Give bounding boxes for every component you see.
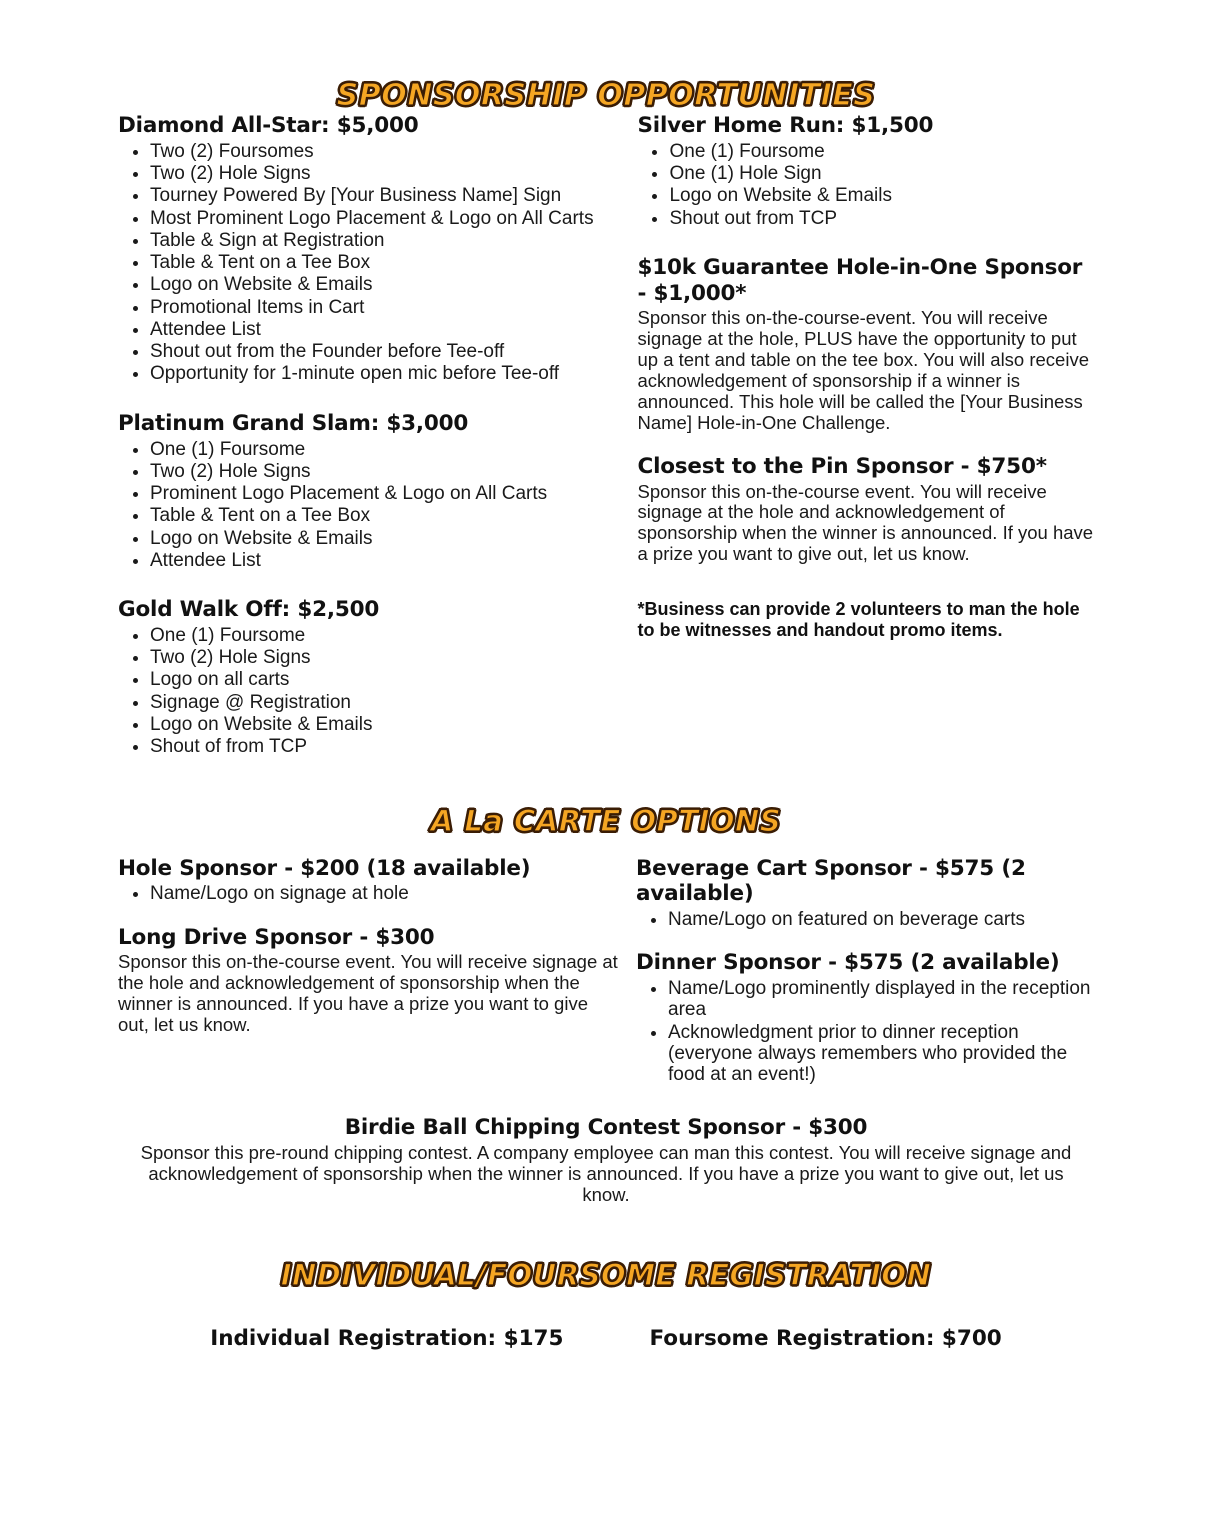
list-item: • Logo on Website & Emails — [150, 274, 617, 295]
tier-hole-in-one — [637, 255, 1097, 434]
sponsorship-right-column — [617, 113, 1097, 762]
sponsorship-left-column — [118, 113, 617, 762]
list-item: • Logo on Website & Emails — [150, 528, 617, 549]
list-item: • One (1) Foursome — [669, 141, 1097, 162]
list-item: • One (1) Foursome — [150, 439, 617, 460]
list-item: • Name/Logo prominently displayed in the reception area — [668, 978, 1102, 1021]
list-item: • Two (2) Foursomes — [150, 141, 617, 162]
spacer — [637, 438, 1097, 454]
tier-benefit-list — [118, 439, 617, 572]
tier-title: Platinum Grand Slam: $3,000 — [118, 410, 469, 436]
list-item: • Table & Tent on a Tee Box — [150, 252, 617, 273]
tier-platinum — [118, 411, 617, 571]
list-item: • Most Prominent Logo Placement & Logo on All Carts — [150, 208, 617, 229]
tier-benefit-list — [118, 141, 617, 385]
tier-diamond — [118, 113, 617, 385]
list-item: • Logo on all carts — [150, 669, 617, 690]
tier-title: Silver Home Run: $1,500 — [637, 113, 934, 138]
tier-closest-to-pin — [637, 454, 1097, 565]
list-item: • Logo on Website & Emails — [669, 185, 1097, 206]
list-item: • Tourney Powered By [Your Business Name] Sign — [150, 185, 617, 206]
list-item: • Two (2) Hole Signs — [150, 461, 617, 482]
spacer — [118, 575, 617, 597]
a-la-carte-left-column — [118, 856, 618, 1090]
list-item: • Opportunity for 1-minute open mic before Tee-off — [150, 363, 617, 384]
option-title: Birdie Ball Chipping Contest Sponsor - $300 — [344, 1115, 868, 1141]
option-long-drive-sponsor — [118, 925, 618, 1036]
spacer — [118, 389, 617, 411]
tier-title: Diamond All-Star: $5,000 — [118, 113, 419, 138]
list-item: • Logo on Website & Emails — [150, 714, 617, 735]
option-benefit-list — [636, 909, 1102, 930]
option-title: Hole Sponsor - $200 (18 available) — [118, 855, 531, 881]
option-hole-sponsor — [118, 856, 618, 905]
individual-foursome-registration-heading: INDIVIDUAL/FOURSOME REGISTRATION — [280, 1257, 932, 1292]
list-item: • Two (2) Hole Signs — [150, 163, 617, 184]
list-item: • Table & Sign at Registration — [150, 230, 617, 251]
list-item: • Acknowledgment prior to dinner reception (everyone always remembers who provided the food at an event!) — [668, 1022, 1102, 1086]
list-item: • Table & Tent on a Tee Box — [150, 505, 617, 526]
sponsorship-opportunities-heading: SPONSORSHIP OPPORTUNITIES — [336, 78, 876, 113]
option-description: Sponsor this pre-round chipping contest. A company employee can man this contest. You will receive signage and acknowledgement of sponsorship when the winner is announced. If you have a prize you want to give out, let us know. — [140, 1142, 1072, 1206]
list-item: • Promotional Items in Cart — [150, 297, 617, 318]
tier-benefit-list — [637, 141, 1097, 229]
list-item: • Name/Logo on featured on beverage carts — [668, 909, 1102, 930]
list-item: • One (1) Hole Sign — [669, 163, 1097, 184]
option-benefit-list — [636, 978, 1102, 1085]
tier-description: Sponsor this on-the-course-event. You will receive signage at the hole, PLUS have the opportunity to put up a tent and table on the tee box. You will also receive acknowledgement of sponsorship if a winner is announced. This hole will be called the [Your Business Name] Hole-in-One Challenge. — [637, 307, 1089, 433]
tier-gold — [118, 597, 617, 757]
list-item: • Two (2) Hole Signs — [150, 647, 617, 668]
option-benefit-list — [118, 883, 618, 904]
option-description: Sponsor this on-the-course event. You will receive signage at the hole and acknowledgement of sponsorship when the winner is announced. If you have a prize you want to give out, let us know. — [118, 951, 618, 1036]
individual-registration-price: Individual Registration: $175 — [210, 1325, 564, 1351]
spacer — [637, 233, 1097, 255]
foursome-registration-price: Foursome Registration: $700 — [649, 1325, 1002, 1351]
list-item: • Shout out from TCP — [669, 208, 1097, 229]
tier-title: Closest to the Pin Sponsor - $750* — [637, 453, 1047, 479]
a-la-carte-columns — [0, 856, 1212, 1090]
tier-description: Sponsor this on-the-course event. You will receive signage at the hole and acknowledgement of sponsorship when the winner is announced. If you have a prize you want to give out, let us know. — [637, 480, 1094, 565]
spacer — [118, 909, 618, 925]
sponsorship-columns — [0, 113, 1212, 762]
list-item: • Name/Logo on signage at hole — [150, 883, 618, 904]
list-item: • Attendee List — [150, 319, 617, 340]
list-item: • One (1) Foursome — [150, 625, 617, 646]
list-item: • Prominent Logo Placement & Logo on All Carts — [150, 483, 617, 504]
option-beverage-cart-sponsor — [636, 856, 1102, 931]
registration-row — [0, 1326, 1212, 1351]
tier-title: Gold Walk Off: $2,500 — [118, 597, 380, 623]
list-item: • Shout of from TCP — [150, 736, 617, 757]
spacer — [636, 934, 1102, 950]
tier-benefit-list — [118, 625, 617, 758]
volunteer-footnote: *Business can provide 2 volunteers to man the hole to be witnesses and handout promo items. — [637, 599, 1080, 640]
option-title: Beverage Cart Sponsor - $575 (2 available) — [636, 855, 1026, 907]
option-title: Dinner Sponsor - $575 (2 available) — [636, 950, 1060, 976]
document-page — [0, 78, 1212, 1538]
list-item: • Shout out from the Founder before Tee-off — [150, 341, 617, 362]
a-la-carte-right-column — [618, 856, 1102, 1090]
option-title: Long Drive Sponsor - $300 — [118, 924, 435, 950]
tier-silver — [637, 113, 1097, 229]
tier-title: $10k Guarantee Hole-in-One Sponsor - $1,000* — [637, 254, 1083, 306]
option-dinner-sponsor — [636, 950, 1102, 1085]
list-item: • Signage @ Registration — [150, 692, 617, 713]
option-birdie-ball-chipping-contest — [0, 1115, 1212, 1205]
list-item: • Attendee List — [150, 550, 617, 571]
a-la-carte-options-heading: A La CARTE OPTIONS — [430, 803, 782, 838]
